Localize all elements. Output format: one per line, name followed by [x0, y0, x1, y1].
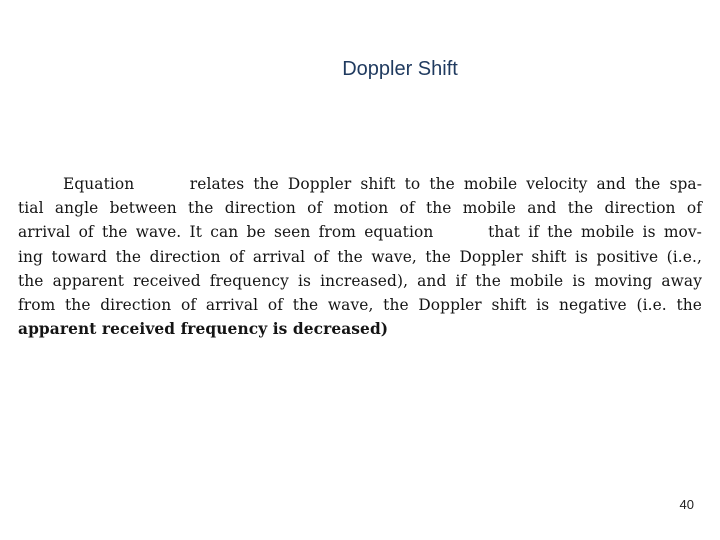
paragraph-line-5: the apparent received frequency is increased), and if the mobile is moving away — [18, 271, 702, 290]
paragraph-line-6: from the direction of arrival of the wave, the Doppler shift is negative (i.e. the — [18, 295, 702, 314]
slide-title: Doppler Shift — [342, 58, 458, 80]
paragraph-line-4: ing toward the direction of arrival of the wave, the Doppler shift is positive (i.e., — [18, 247, 702, 266]
paragraph-line-7: apparent received frequency is decreased) — [18, 320, 389, 339]
paragraph-line-1: Equation relates the Doppler shift to the mobile velocity and the spa- — [63, 175, 702, 193]
body-paragraph — [18, 172, 702, 341]
page-number: 40 — [679, 497, 694, 512]
paragraph-line-2: tial angle between the direction of motion of the mobile and the direction of — [18, 199, 702, 218]
paragraph-line-3: arrival of the wave. It can be seen from equation that if the mobile is mov- — [18, 223, 702, 242]
